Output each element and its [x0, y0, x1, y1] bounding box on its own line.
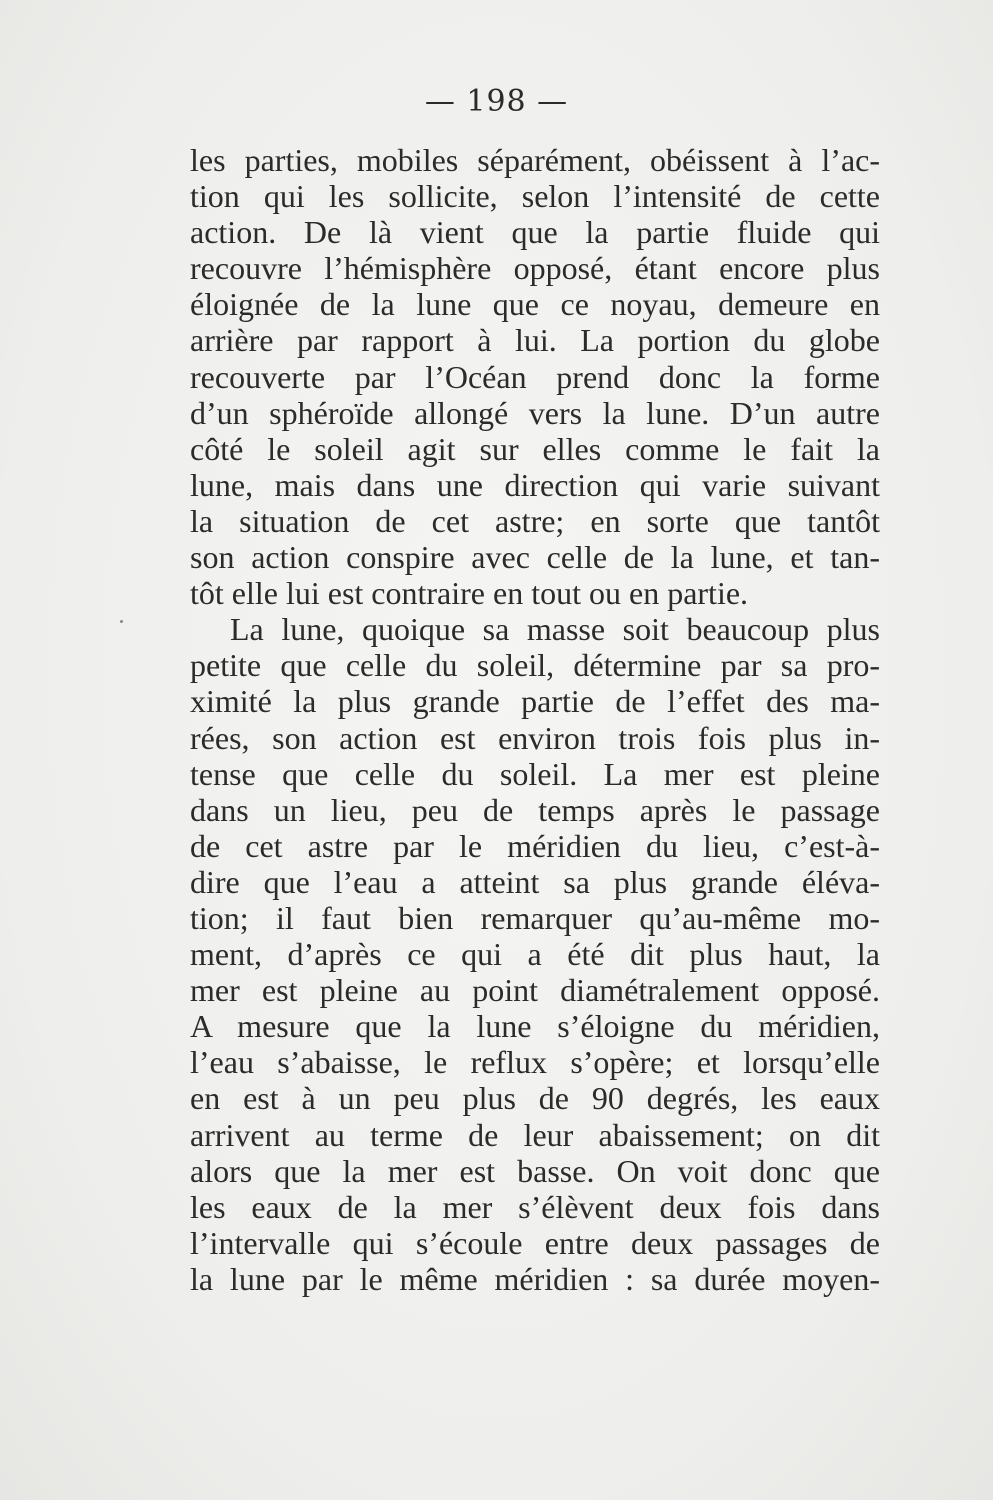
text-line: rées, son action est environ trois fois plus in-: [190, 719, 880, 756]
text-line: l’intervalle qui s’écoule entre deux passages de: [190, 1224, 880, 1261]
text-line: arrière par rapport à lui. La portion du globe: [190, 322, 880, 359]
text-line: tion qui les sollicite, selon l’intensité de cette: [190, 178, 880, 215]
text-line: les eaux de la mer s’élèvent deux fois dans: [190, 1188, 880, 1225]
text-line: mer est pleine au point diamétralement opposé.: [190, 972, 880, 1009]
text-line: d’un sphéroïde allongé vers la lune. D’un autre: [190, 394, 880, 431]
text-line: tôt elle lui est contraire en tout ou en partie.: [190, 575, 749, 612]
text-line: arrivent au terme de leur abaissement; on dit: [190, 1116, 880, 1153]
text-line: la situation de cet astre; en sorte que tantôt: [190, 502, 880, 539]
text-line: son action conspire avec celle de la lune, et tan-: [190, 539, 880, 576]
paragraph-start-line: La lune, quoique sa masse soit beaucoup plus: [230, 611, 880, 648]
text-line: recouvre l’hémisphère opposé, étant encore plus: [190, 250, 880, 287]
text-line: action. De là vient que la partie fluide qui: [190, 214, 880, 251]
text-line: ment, d’après ce qui a été dit plus haut, la: [190, 936, 880, 973]
body-text: [190, 142, 880, 1297]
text-line: les parties, mobiles séparément, obéissent à l’ac-: [190, 142, 880, 178]
text-line: tion; il faut bien remarquer qu’au-même mo-: [190, 899, 880, 936]
text-line: en est à un peu plus de 90 degrés, les eaux: [190, 1080, 880, 1117]
text-line: ximité la plus grande partie de l’effet des ma-: [190, 683, 880, 720]
text-line: tense que celle du soleil. La mer est pleine: [190, 755, 880, 792]
text-line: éloignée de la lune que ce noyau, demeure en: [190, 286, 880, 323]
text-line: de cet astre par le méridien du lieu, c’est-à-: [190, 827, 880, 864]
text-line: lune, mais dans une direction qui varie suivant: [190, 466, 880, 503]
text-line: petite que celle du soleil, détermine par sa pro-: [190, 647, 880, 684]
paper-speck: [120, 620, 123, 623]
text-line: dans un lieu, peu de temps après le passage: [190, 791, 880, 828]
page-number: — 198 —: [424, 84, 569, 119]
text-line: alors que la mer est basse. On voit donc que: [190, 1152, 880, 1189]
text-line: A mesure que la lune s’éloigne du méridien,: [190, 1008, 880, 1045]
text-line: l’eau s’abaisse, le reflux s’opère; et lorsqu’elle: [190, 1044, 880, 1081]
text-line: dire que l’eau a atteint sa plus grande éléva-: [190, 863, 880, 900]
text-line: recouverte par l’Océan prend donc la forme: [190, 358, 880, 395]
text-line: côté le soleil agit sur elles comme le fait la: [190, 430, 880, 467]
text-line: la lune par le même méridien : sa durée moyen-: [190, 1260, 880, 1297]
